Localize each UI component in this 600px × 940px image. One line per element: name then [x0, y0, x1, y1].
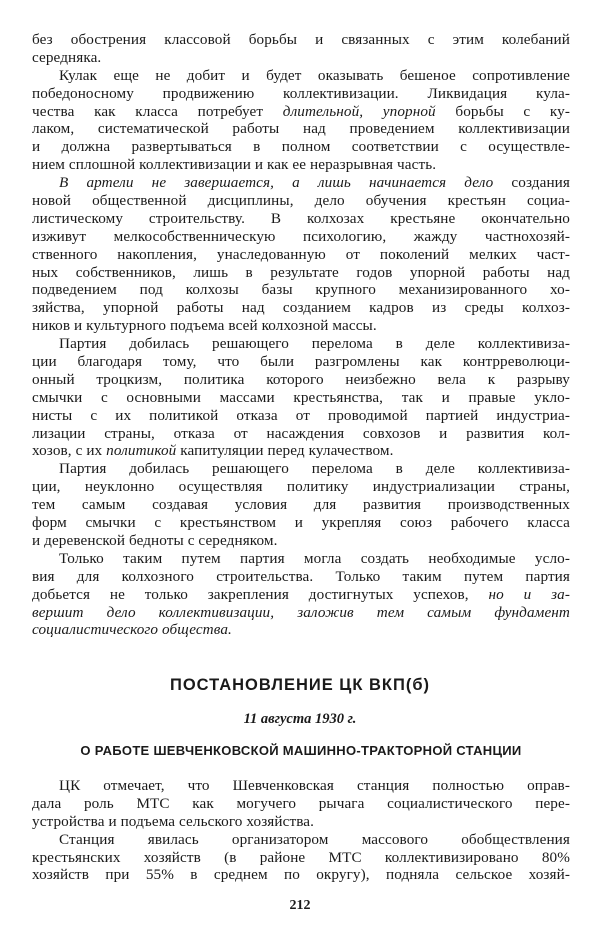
text-line [32, 831, 570, 849]
text-line [32, 192, 570, 210]
text-segment: вия для колхозного строительства. Только таким путем партия [32, 567, 570, 585]
page-number: 212 [289, 898, 311, 913]
text-line [32, 478, 570, 496]
text-line [32, 532, 570, 550]
text-segment: ЦК отмечает, что Шевченковская станция полностью оправ- [59, 777, 570, 794]
text-line [32, 67, 570, 85]
text-segment: середняка. [32, 48, 102, 66]
text-segment: форм смычки с крестьянством и укрепляя союз рабочего класса [32, 514, 570, 532]
body-text-before-resolution [32, 31, 570, 639]
text-line [32, 389, 570, 407]
text-segment: устройства и подъема сельского хозяйства. [32, 812, 314, 830]
text-line [32, 371, 570, 389]
text-segment: борьбы с ку- [435, 102, 570, 120]
text-segment: ции, неуклонно осуществляя политику индустриализации страны, [32, 478, 570, 496]
text-line [32, 156, 570, 174]
text-segment: ников и культурного подъема всей колхозной массы. [32, 317, 377, 335]
text-line [32, 442, 570, 460]
resolution-date: 11 августа 1930 г. [243, 711, 357, 727]
text-segment: Партия добилась решающего перелома в деле коллективиза- [59, 335, 570, 353]
text-segment: хозяйств при 55% в среднем по округу), подняла сельское хозяй- [32, 866, 570, 884]
italic-text: но и за- [488, 585, 570, 603]
text-line [32, 849, 570, 867]
text-segment: новой общественной дисциплины, дело обучения крестьян социа- [32, 192, 570, 210]
text-line [32, 210, 570, 228]
resolution-body-text [32, 777, 570, 884]
text-line [32, 353, 570, 371]
text-segment: Станция явилась организатором массового обобществления [59, 830, 570, 848]
text-line [32, 138, 570, 156]
text-line [32, 335, 570, 353]
text-segment: добьется не только закрепления достигнутых успехов, [32, 585, 489, 603]
text-segment: создания [493, 174, 571, 192]
text-line [32, 31, 570, 49]
text-line [32, 621, 570, 639]
text-line [32, 604, 570, 622]
text-segment: ции благодаря тому, что были разгромлены как контрреволюци- [32, 353, 570, 371]
text-line [32, 281, 570, 299]
text-segment: нисты с их политикой отказа от проводимой партией индустриа- [32, 406, 570, 424]
text-segment: Кулак еще не добит и будет оказывать бешеное сопротивление [59, 66, 570, 84]
text-line [32, 264, 570, 282]
text-segment: и должна развертываться в полном соответствии с осуществле- [32, 138, 570, 156]
text-line [32, 514, 570, 532]
text-segment: тем самым создавая условия для развития производственных [32, 496, 570, 514]
text-line [32, 85, 570, 103]
resolution-title: ПОСТАНОВЛЕНИЕ ЦК ВКП(б) [169, 676, 431, 694]
text-line [32, 866, 570, 884]
text-line [32, 49, 570, 67]
text-line [32, 228, 570, 246]
text-segment: Партия добилась решающего перелома в деле коллективиза- [59, 460, 570, 478]
text-segment: Только таким путем партия могла создать необходимые усло- [59, 549, 570, 567]
text-segment: лаком, систематической работы над проведением коллективизации [32, 120, 570, 138]
text-line [32, 317, 570, 335]
text-segment: нием сплошной коллективизации и как ее неразрывная часть. [32, 156, 437, 174]
text-segment: чества как класса потребует [32, 102, 283, 120]
text-line [32, 407, 570, 425]
text-segment: подведением под колхозы базы крупного механизированного хо- [32, 281, 570, 299]
resolution-subtitle: О РАБОТЕ ШЕВЧЕНКОВСКОЙ МАШИННО-ТРАКТОРНОЙ СТАНЦИИ [80, 743, 522, 758]
text-line [32, 568, 570, 586]
text-segment: и деревенской бедноты с середняком. [32, 531, 278, 549]
italic-text: длительной, упорной [282, 102, 436, 120]
text-segment: капитуляции перед кулачеством. [176, 442, 394, 460]
text-line [32, 460, 570, 478]
text-line [32, 496, 570, 514]
italic-text: В артели не завершается, а лишь начинается дело [59, 174, 494, 192]
text-segment: дала роль МТС как могучего рычага социалистического пере- [32, 794, 570, 812]
text-segment: онный троцкизм, политика которого неизбежно вела к разрыву [32, 370, 570, 388]
text-line [32, 425, 570, 443]
text-line [32, 586, 570, 604]
text-line [32, 795, 570, 813]
text-segment: крестьянских хозяйств (в районе МТС коллективизировано 80% [32, 848, 570, 866]
text-line [32, 299, 570, 317]
text-segment: ственного накопления, унаследованную от поколений мелких част- [32, 245, 570, 263]
text-segment: изживут мелкособственническую психологию, жажду частнохозяй- [32, 227, 570, 245]
text-segment: листическому строительству. В колхозах крестьяне окончательно [32, 209, 570, 227]
text-segment: смычки с основными массами крестьянства, так и правые укло- [32, 388, 570, 406]
text-line [32, 174, 570, 192]
text-segment: зяйства, упорной работы над созданием кадров из среды колхоз- [32, 299, 570, 317]
text-line [32, 777, 570, 795]
text-segment: лизации страны, отказа от насаждения совхозов и развития кол- [32, 424, 570, 442]
italic-text: вершит дело коллективизации, заложив тем самым фундамент [32, 603, 570, 621]
text-segment: победоносному продвижению коллективизации. Ликвидация кула- [32, 84, 570, 102]
text-segment: ных собственников, лишь в результате годов упорной работы над [32, 263, 570, 281]
text-line [32, 246, 570, 264]
text-line [32, 120, 570, 138]
text-line [32, 103, 570, 121]
italic-text: политикой [106, 442, 177, 460]
text-line [32, 813, 570, 831]
text-segment: хозов, с их [32, 442, 107, 460]
text-line [32, 550, 570, 568]
italic-text: социалистического общества. [32, 621, 232, 639]
text-segment: без обострения классовой борьбы и связанных с этим колебаний [32, 31, 570, 48]
